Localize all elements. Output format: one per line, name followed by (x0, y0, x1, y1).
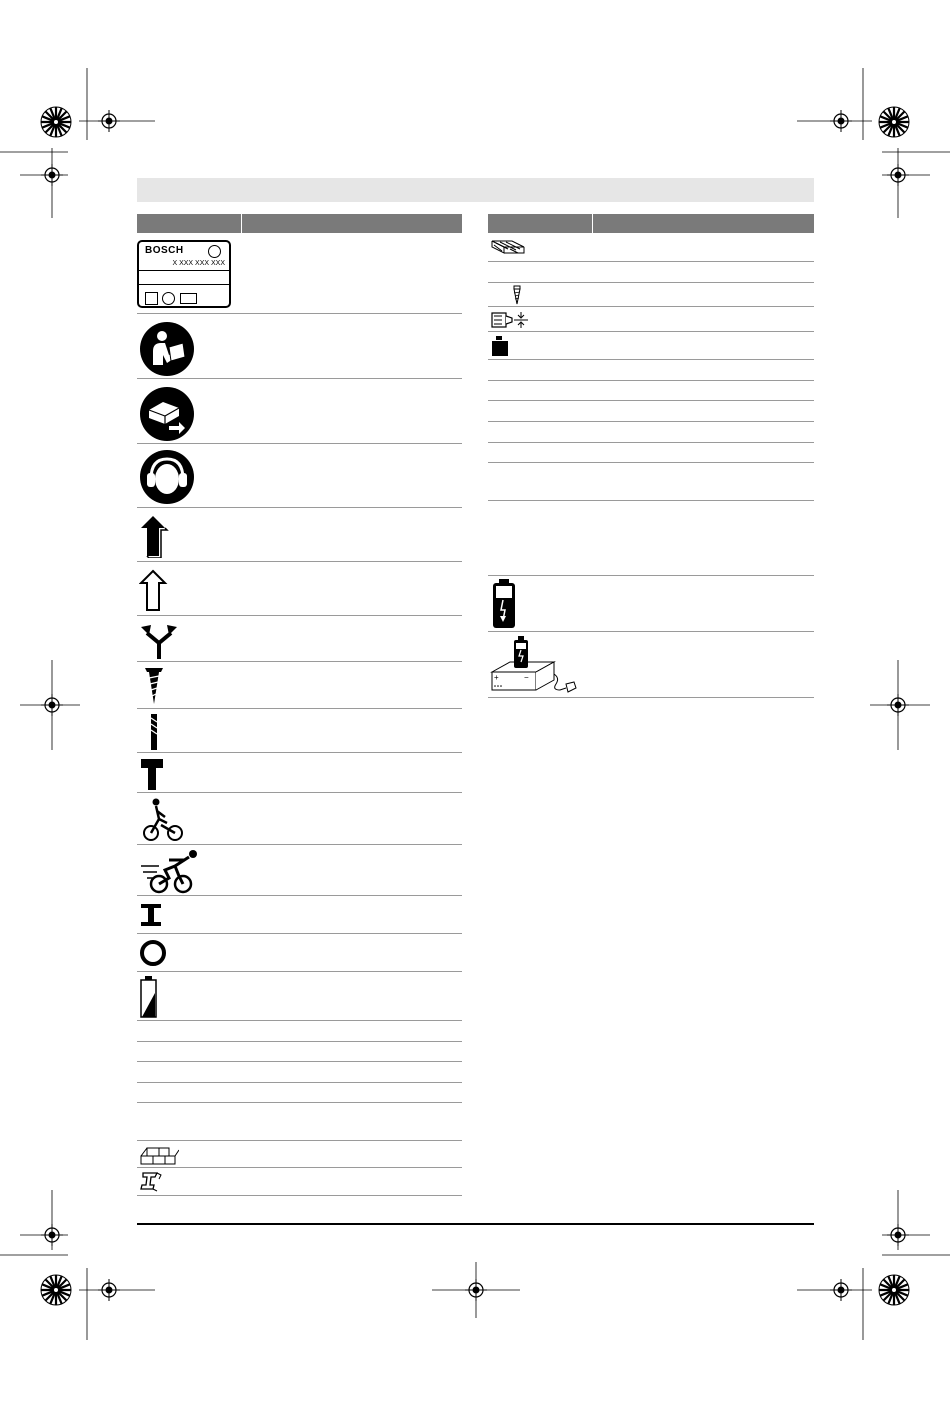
empty-row (137, 1062, 462, 1083)
empty-row (488, 262, 814, 283)
symbol-row-cyclist-fast (137, 845, 462, 896)
battery-level-icon (139, 975, 159, 1019)
symbol-row-arrow-outline (137, 562, 462, 616)
symbol-row-fork-arrow (137, 616, 462, 662)
svg-text:−: − (524, 673, 529, 682)
bosch-logo-icon (208, 245, 221, 258)
weight-icon (490, 335, 512, 357)
ear-protection-icon (139, 449, 195, 505)
symbol-row-battery-level (137, 972, 462, 1021)
empty-row (488, 443, 814, 463)
empty-row (488, 463, 814, 501)
symbol-row-ear-protection (137, 444, 462, 508)
symbol-row-wood (488, 233, 814, 262)
wood-icon (490, 237, 526, 257)
empty-row (137, 1103, 462, 1141)
fork-arrow-icon (139, 621, 183, 661)
symbol-row-hammer (137, 753, 462, 793)
read-manual-icon (139, 321, 195, 377)
symbol-row-small-screw (488, 283, 814, 307)
ring-icon (139, 938, 171, 968)
symbol-row-ring (137, 934, 462, 972)
empty-row (137, 1021, 462, 1042)
rating-plate-part-number: X XXX XXX XXX (172, 260, 225, 267)
footer-rule (137, 1223, 814, 1225)
svg-text:+: + (494, 673, 499, 682)
hammer-icon (139, 757, 169, 791)
empty-row (137, 1083, 462, 1103)
masonry-icon (139, 1144, 179, 1166)
symbol-row-chuck-size (488, 307, 814, 332)
battery-charge-icon (490, 578, 520, 630)
symbol-row-charger (488, 631, 814, 698)
empty-row (488, 381, 814, 401)
drill-bit-icon (139, 712, 169, 752)
remove-battery-icon (139, 386, 195, 442)
small-screw-icon (510, 285, 524, 305)
left-table-header (137, 214, 462, 233)
symbol-row-rating-plate (137, 233, 462, 314)
right-table-header (488, 214, 814, 233)
charger-icon (490, 634, 578, 696)
symbol-row-battery-charge (488, 575, 814, 632)
symbol-row-cyclist-slow (137, 793, 462, 845)
rating-plate-brand: BOSCH (145, 245, 184, 256)
page-header-band (137, 178, 814, 202)
arrow-up-filled-icon (139, 514, 179, 558)
metal-beam-icon (139, 1171, 165, 1193)
symbol-row-weight (488, 332, 814, 360)
rating-plate-icon (137, 240, 231, 308)
i-beam-icon (139, 902, 165, 928)
empty-row (488, 422, 814, 443)
symbol-row-screw (137, 662, 462, 709)
chuck-size-icon (490, 310, 530, 330)
cyclist-slow-icon (139, 797, 187, 843)
symbol-row-read-manual (137, 314, 462, 379)
empty-row (137, 1042, 462, 1062)
symbol-row-i-beam (137, 896, 462, 934)
right-symbol-table (488, 214, 814, 704)
arrow-up-outline-icon (139, 568, 179, 612)
symbol-row-remove-battery (137, 379, 462, 444)
screw-icon (139, 666, 169, 706)
empty-row (488, 360, 814, 381)
symbol-row-arrow-filled (137, 508, 462, 562)
symbol-row-metal-beam (137, 1168, 462, 1196)
symbol-row-masonry (137, 1141, 462, 1168)
left-symbol-table (137, 214, 462, 1199)
symbol-row-drill-bit (137, 709, 462, 753)
cyclist-fast-icon (139, 848, 201, 894)
empty-row (488, 401, 814, 422)
